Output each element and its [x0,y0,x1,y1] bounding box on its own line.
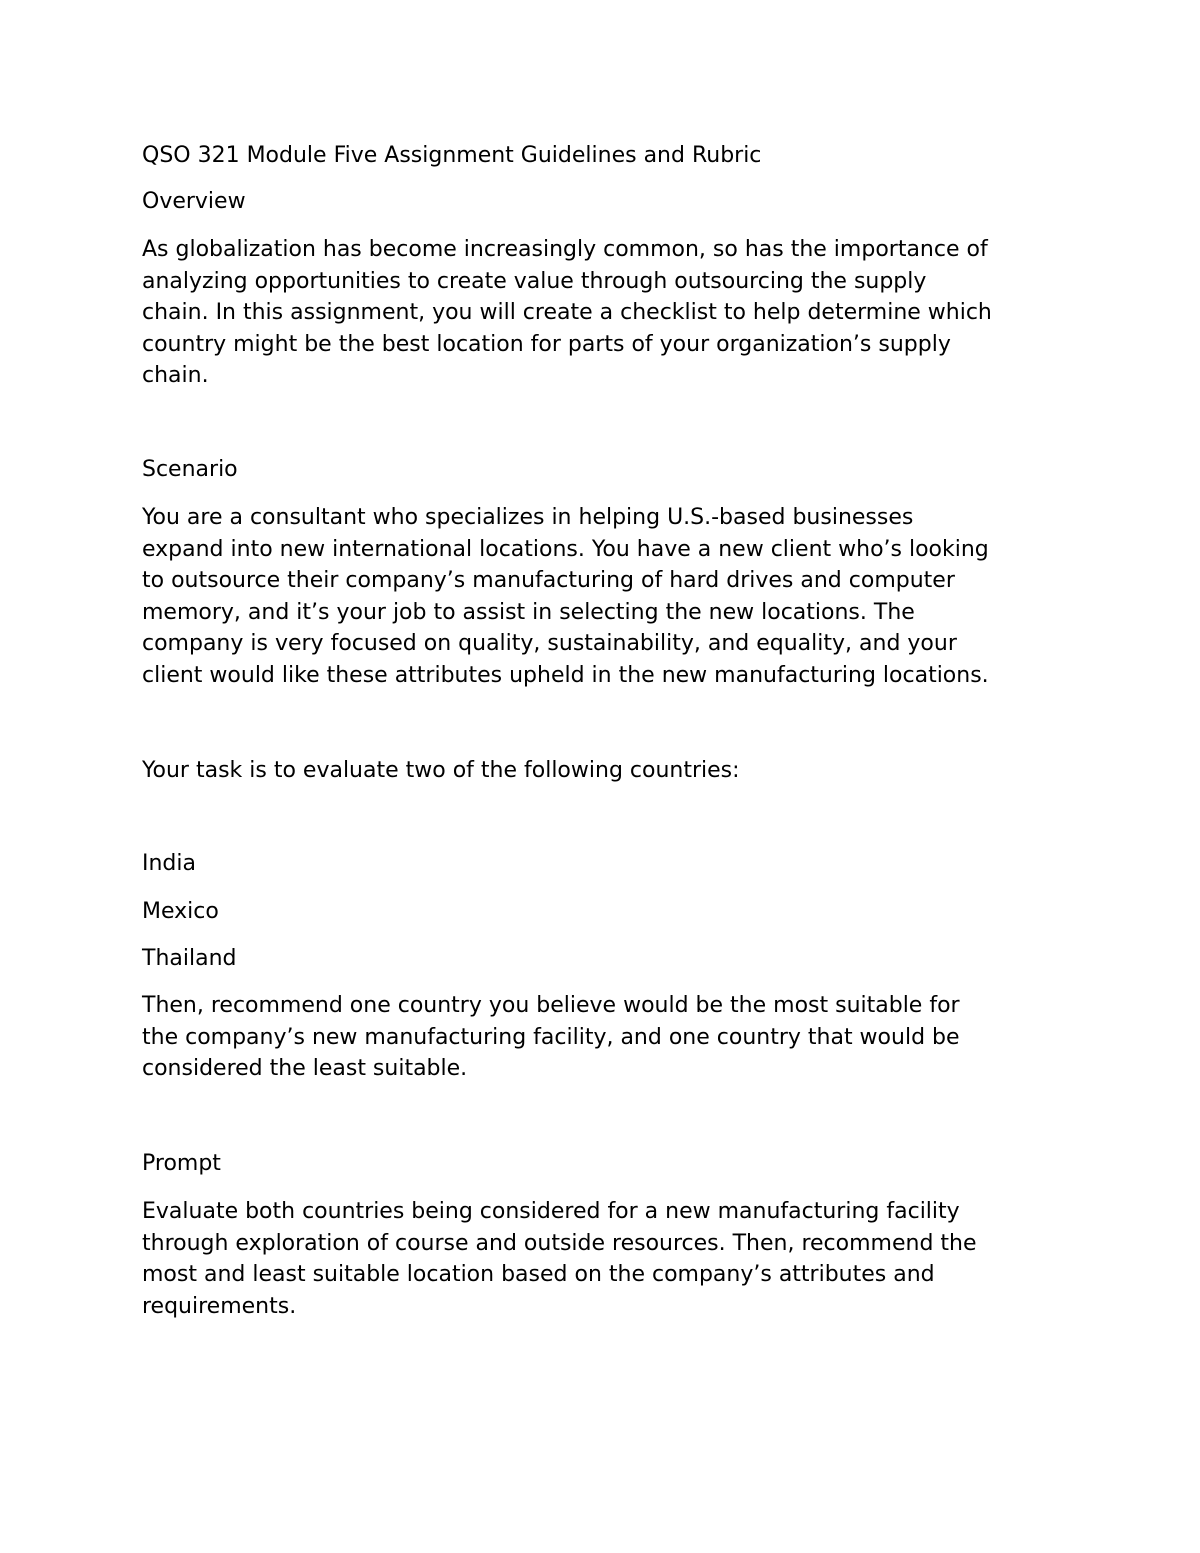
recommendation-paragraph: Then, recommend one country you believe would be the most suitable for the company’s new manufacturing facility, and one country that would be considered the least suitable. [142,993,960,1081]
overview-paragraph: As globalization has become increasingly common, so has the importance of analyzing opportunities to create value through outsourcing the supply chain. In this assignment, you will create a checklist to help determine which country might be the best location for parts of your organization’s supply chain. [142,237,992,388]
prompt-heading: Prompt [142,1151,221,1176]
scenario-paragraph: You are a consultant who specializes in helping U.S.-based businesses expand into new international locations. You have a new client who’s looking to outsource their company’s manufacturing of hard drives and computer memory, and it’s your job to assist in selecting the new locations. The company is very focused on quality, sustainability, and equality, and your client would like these attributes upheld in the new manufacturing locations. [142,505,989,688]
scenario-heading: Scenario [142,457,238,482]
country-item-thailand: Thailand [142,946,237,971]
prompt-paragraph: Evaluate both countries being considered for a new manufacturing facility through exploration of course and outside resources. Then, recommend the most and least suitable location based on the company’s attributes and requirements. [142,1199,977,1319]
overview-heading: Overview [142,189,246,214]
country-item-india: India [142,851,196,876]
country-item-mexico: Mexico [142,899,219,924]
task-statement: Your task is to evaluate two of the following countries: [142,758,740,783]
document-title: QSO 321 Module Five Assignment Guidelines and Rubric [142,143,762,168]
